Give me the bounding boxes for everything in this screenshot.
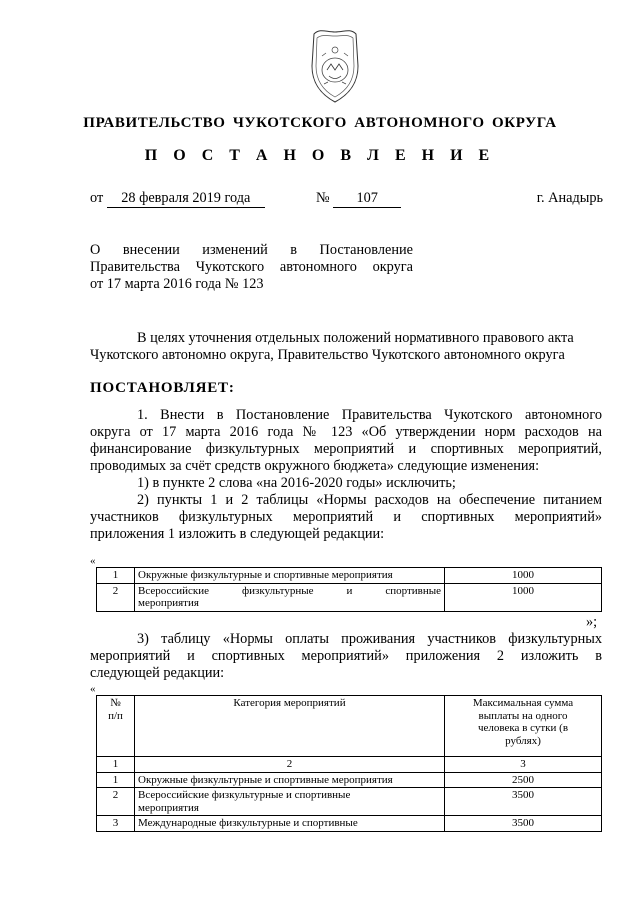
date-line (90, 190, 265, 208)
header-text: № (110, 697, 121, 709)
table-cell: 3500 (445, 788, 602, 816)
title-line: от 17 марта 2016 года № 123 (90, 276, 264, 292)
title-line: Правительства Чукотского автономного округа (90, 259, 413, 275)
open-quote-2: « (90, 683, 96, 695)
title-line: О внесении изменений в Постановление (90, 242, 413, 258)
header-text: Максимальная сумма (472, 697, 574, 709)
table-cell: 2500 (445, 772, 602, 788)
table-cell: 3500 (445, 816, 602, 832)
document-number: 107 (333, 190, 401, 208)
table-cell (135, 788, 445, 816)
table-2 (96, 695, 602, 832)
item-1-line: финансирование физкультурных мероприятий и спортивных мероприятий, (90, 441, 602, 457)
table-cell: 1000 (445, 583, 602, 611)
number-line (316, 190, 401, 208)
subitem-3-line: 3) таблицу «Нормы оплаты проживания участников физкультурных (137, 631, 602, 647)
header-cell-number (97, 696, 135, 757)
number-prefix: № (316, 190, 330, 206)
decree-word: ПОСТАНОВЛЯЕТ: (90, 380, 235, 396)
table-cell: Окружные физкультурные и спортивные мероприятия (135, 772, 445, 788)
cell-line: Всероссийские физкультурные и спортивные (138, 789, 351, 801)
subitem-3-line: мероприятий и спортивных мероприятий» приложения 2 изложить в (90, 648, 602, 664)
table-row (97, 772, 602, 788)
table-cell: 2 (135, 757, 445, 773)
table-1 (96, 567, 602, 612)
table-cell: Окружные физкультурные и спортивные мероприятия (135, 568, 445, 584)
close-quote-1: »; (586, 614, 598, 630)
table-header-row (97, 696, 602, 757)
item-1-line: 1. Внести в Постановление Правительства Чукотского автономного (137, 407, 602, 423)
cell-line: мероприятия (138, 801, 199, 814)
government-name: ПРАВИТЕЛЬСТВО ЧУКОТСКОГО АВТОНОМНОГО ОКРУГА (83, 115, 557, 131)
table-cell (135, 583, 445, 611)
subitem-2-line: участников физкультурных мероприятий и спортивных мероприятий» (90, 509, 602, 525)
header-text: выплаты на одного (478, 709, 568, 722)
header-cell-category: Категория мероприятий (135, 696, 445, 757)
table-cell: 1000 (445, 568, 602, 584)
table-index-row (97, 757, 602, 773)
item-1 (90, 407, 602, 543)
table-cell: 1 (97, 568, 135, 584)
table-cell: 3 (445, 757, 602, 773)
subitem-1: 1) в пункте 2 слова «на 2016-2020 годы» исключить; (137, 475, 456, 491)
document-type: П О С Т А Н О В Л Е Н И Е (144, 147, 496, 164)
table-row (97, 583, 602, 611)
table-cell: 1 (97, 772, 135, 788)
document-title (90, 242, 413, 293)
header-text: рублях) (505, 734, 541, 747)
coat-of-arms-emblem (302, 26, 368, 108)
table-cell: 1 (97, 757, 135, 773)
open-quote-1: « (90, 555, 96, 567)
cell-line: мероприятия (138, 597, 199, 609)
header-text: человека в сутки (в (477, 722, 569, 734)
item-1-line: округа от 17 марта 2016 года № 123 «Об утверждении норм расходов на (90, 424, 602, 440)
table-cell: 2 (97, 788, 135, 816)
cell-line: Всероссийские физкультурные и спортивные (138, 584, 441, 597)
table-cell: 3 (97, 816, 135, 832)
table-cell: 2 (97, 583, 135, 611)
subitem-2-line: приложения 1 изложить в следующей редакции: (90, 526, 385, 542)
date-prefix: от (90, 190, 104, 206)
preamble (90, 330, 602, 364)
header-cell-max-sum (445, 696, 602, 757)
subitem-2-line: 2) пункты 1 и 2 таблицы «Нормы расходов на обеспечение питанием (137, 492, 602, 508)
table-row (97, 816, 602, 832)
city: г. Анадырь (536, 190, 603, 206)
header-text: п/п (108, 709, 123, 722)
table-cell: Международные физкультурные и спортивные (135, 816, 445, 832)
table-row (97, 788, 602, 816)
subitem-3-line: следующей редакции: (90, 665, 225, 681)
document-date: 28 февраля 2019 года (107, 190, 265, 208)
subitem-3 (90, 631, 602, 682)
item-1-line: проводимых за счёт средств окружного бюджета» следующие изменения: (90, 458, 540, 474)
table-row (97, 568, 602, 584)
preamble-line: Чукотского автономно округа, Правительство Чукотского автономного округа (90, 347, 565, 363)
preamble-line: В целях уточнения отдельных положений нормативного правового акта (137, 330, 574, 346)
